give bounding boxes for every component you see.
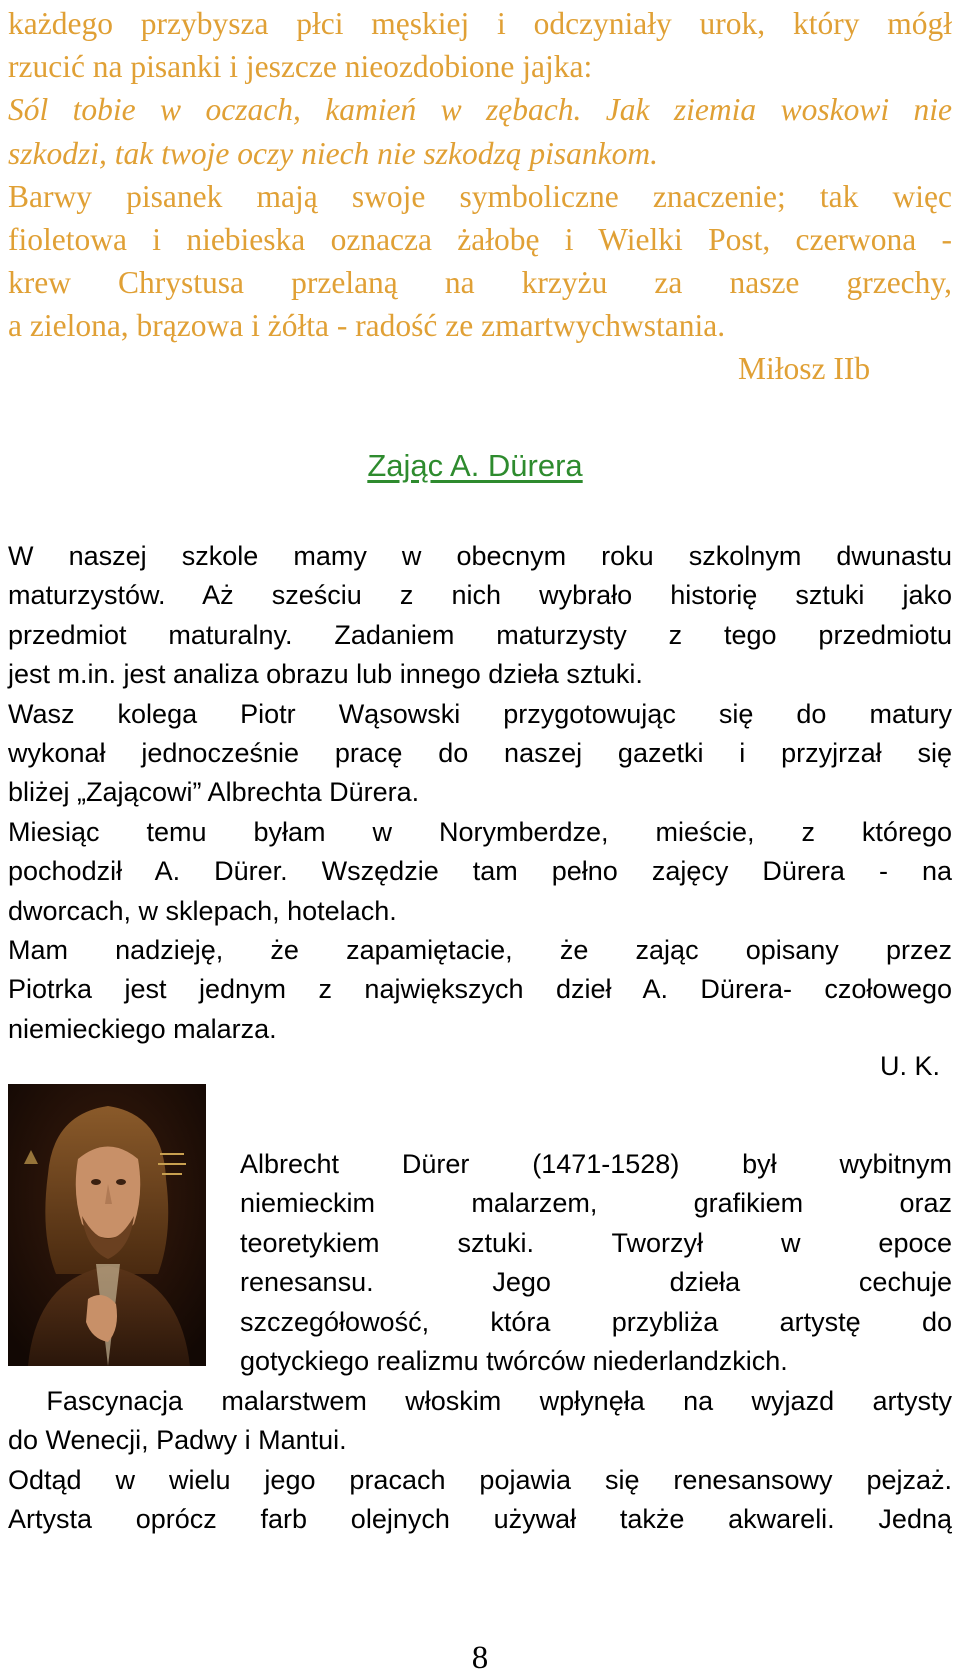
article-heading-text: Zając A. Dürera — [367, 448, 583, 483]
article-heading — [0, 448, 960, 484]
page-number — [0, 1640, 960, 1677]
text-line: Artysta oprócz farb olejnych używał także akwareli. Jedną — [8, 1504, 952, 1535]
text-line: do Wenecji, Padwy i Mantui. — [8, 1425, 347, 1456]
page-number-text: 8 — [471, 1640, 489, 1676]
text-line: a zielona, brązowa i żółta - radość ze zmartwychwstania. — [8, 308, 726, 344]
italic-text-line: Sól tobie w oczach, kamień w zębach. Jak ziemia woskowi nie — [8, 92, 952, 128]
text-line: przedmiot maturalny. Zadaniem maturzysty z tego przedmiotu — [8, 619, 952, 650]
text-line: niemieckiego malarza. — [8, 1013, 277, 1044]
text-line: maturzystów. Aż sześciu z nich wybrało historię sztuki jako — [8, 580, 952, 611]
text-line: renesansu. Jego dzieła cechuje — [240, 1267, 952, 1298]
text-line: gotyckiego realizmu twórców niederlandzkich. — [240, 1346, 788, 1377]
text-line: Odtąd w wielu jego pracach pojawia się renesansowy pejzaż. — [8, 1464, 952, 1495]
text-line: Miesiąc temu byłam w Norymberdze, mieście, z którego — [8, 816, 952, 847]
text-line: Mam nadzieję, że zapamiętacie, że zając opisany przez — [8, 935, 952, 966]
text-line: Albrecht Dürer (1471-1528) był wybitnym — [240, 1149, 952, 1179]
easter-eggs-text — [8, 2, 952, 348]
text-line: niemieckim malarzem, grafikiem oraz — [240, 1188, 952, 1219]
durer-biography — [240, 1145, 952, 1381]
durer-biography-continued — [8, 1382, 952, 1540]
text-line: bliżej „Zającowi” Albrechta Dürera. — [8, 777, 420, 808]
text-line: wykonał jednocześnie pracę do naszej gazetki i przyjrzał się — [8, 738, 952, 769]
author-initials: U. K. — [880, 1051, 941, 1081]
text-line: Wasz kolega Piotr Wąsowski przygotowując się do matury — [8, 698, 952, 729]
author-signature: Miłosz IIb — [738, 351, 871, 386]
text-line: dworcach, w sklepach, hotelach. — [8, 895, 397, 926]
text-line: szczegółowość, która przybliża artystę do — [240, 1306, 952, 1337]
text-line: W naszej szkole mamy w obecnym roku szkolnym dwunastu — [8, 541, 952, 571]
text-line: fioletowa i niebieska oznacza żałobę i Wielki Post, czerwona - — [8, 222, 952, 258]
text-line: każdego przybysza płci męskiej i odczyniały urok, który mógł — [8, 6, 952, 41]
text-line: pochodził A. Dürer. Wszędzie tam pełno zajęcy Dürera - na — [8, 856, 952, 887]
text-line: jest m.in. jest analiza obrazu lub innego dzieła sztuki. — [8, 659, 643, 690]
text-line: Barwy pisanek mają swoje symboliczne znaczenie; tak więc — [8, 178, 952, 214]
text-line: Fascynacja malarstwem włoskim wpłynęła na wyjazd artysty — [8, 1386, 952, 1416]
portrait-illustration — [8, 1084, 206, 1366]
durer-portrait-image — [8, 1084, 206, 1366]
text-line: teoretykiem sztuki. Tworzył w epoce — [240, 1227, 952, 1258]
article-paragraph — [8, 537, 952, 1049]
text-line: krew Chrystusa przelaną na krzyżu za nasze grzechy, — [8, 265, 952, 301]
text-line: Piotrka jest jednym z największych dzieł A. Dürera- czołowego — [8, 974, 952, 1005]
italic-text-line: szkodzi, tak twoje oczy niech nie szkodzą pisankom. — [8, 135, 659, 171]
text-line: rzucić na pisanki i jeszcze nieozdobione jajka: — [8, 49, 593, 85]
